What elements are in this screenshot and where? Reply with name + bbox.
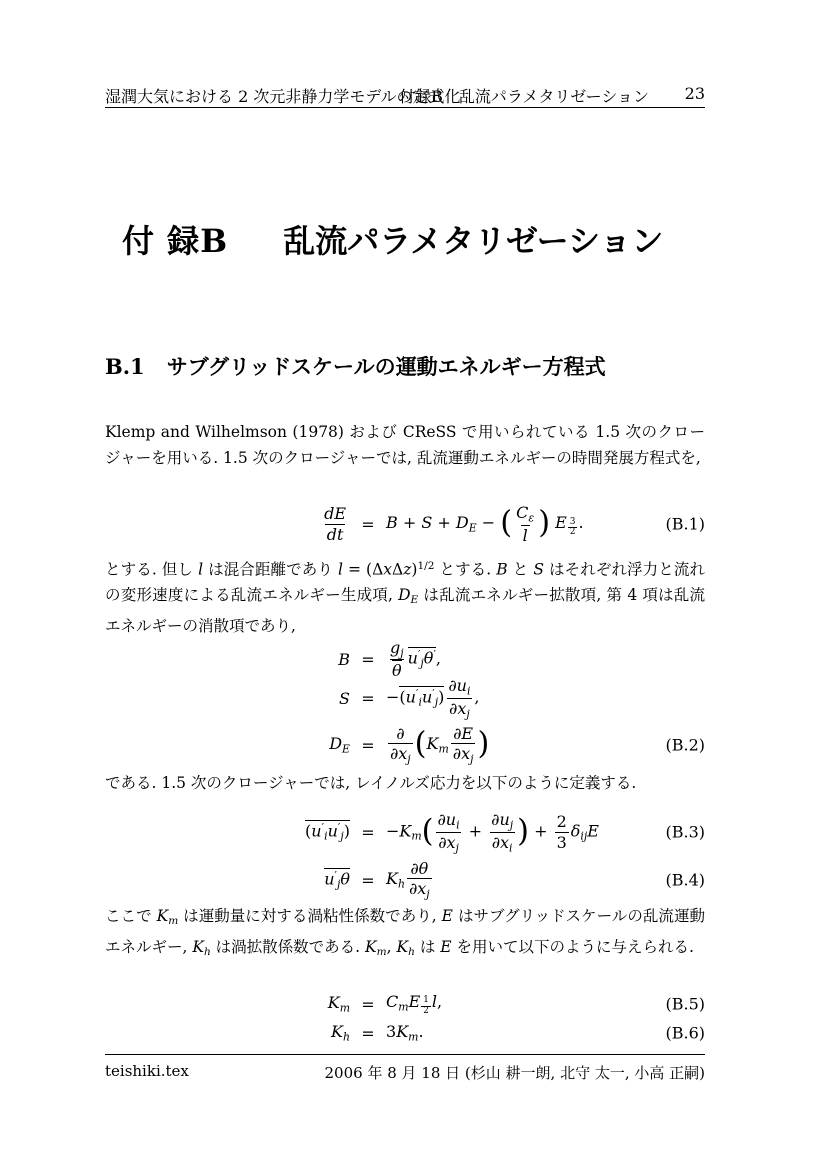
header-left-title: 湿潤大気における 2 次元非静力学モデルの定式化 (105, 87, 461, 106)
equals-sign: = (361, 1023, 375, 1043)
paragraph-2: とする. 但し l は混合距離であり $l = (\Delta x\Delta z)^{1/2}$ とする. B と S はそれぞれ浮力と流れの変形速度による乱流エネルギー生成項, $D_E$ は乱流エネルギー拡散項, 第 4 項は乱流エネルギーの消散項であり, (105, 560, 705, 636)
equation-b6-rhs: $3K_m$. (386, 1022, 424, 1044)
footer-filename: teishiki.tex (105, 1062, 189, 1080)
equation-b1-tag: (B.1) (665, 514, 705, 534)
equals-sign: = (361, 735, 375, 755)
equals-sign: = (361, 514, 375, 534)
paragraph-4: ここで $K_m$ は運動量に対する渦粘性係数であり, E はサブグリッドスケールの乱流運動エネルギー, $K_h$ は渦拡散係数である. $K_m$, $K_h$ は E を用いて以下のように与えられる. (105, 907, 705, 959)
page-footer (105, 1054, 705, 1083)
section-number: B.1 (105, 354, 145, 379)
equation-b1-lhs: $\frac{dE}{dt}$ (324, 504, 346, 544)
equals-sign: = (361, 822, 375, 842)
equation-b6 (105, 1020, 705, 1046)
equals-sign: = (361, 649, 375, 669)
equation-b6-tag: (B.6) (665, 1023, 705, 1043)
equation-b4-lhs: $u'_j\theta$ (324, 869, 350, 892)
equation-b3-lhs: $(u'_iu'_j)$ (305, 821, 350, 844)
section-title: サブグリッドスケールの運動エネルギー方程式 (166, 354, 606, 379)
chapter-label: 付 録B (122, 222, 229, 260)
equals-sign: = (361, 994, 375, 1014)
paragraph-1: Klemp and Wilhelmson (1978) および CReSS で用いられている 1.5 次のクロージャーを用いる. 1.5 次のクロージャーでは, 乱流運動エネルギーの時間発展方程式を, (105, 423, 705, 467)
equation-b5-lhs: $K_m$ (327, 993, 350, 1015)
chapter-title: 乱流パラメタリゼーション (283, 222, 664, 260)
equals-sign: = (361, 688, 375, 708)
footer-date-authors: 2006 年 8 月 18 日 (杉山 耕一朗, 北守 太一, 小高 正嗣) (324, 1064, 705, 1082)
equation-b2d-rhs: $\frac{\partial}{\partial x_j}$ ($K_m$ $\frac{\partial E}{\partial x_j}$ ) (390, 724, 490, 766)
equation-b4-tag: (B.4) (665, 870, 705, 890)
equation-b2-tag: (B.2) (665, 735, 705, 755)
equation-b2s-lhs: S (339, 688, 350, 708)
section-heading (105, 351, 606, 381)
equation-b5-tag: (B.5) (665, 994, 705, 1014)
header-right-title: 付録B 乱流パラメタリゼーション (399, 87, 649, 106)
running-header (105, 84, 705, 108)
equation-b1 (105, 498, 705, 550)
page-number: 23 (684, 84, 705, 103)
equation-b4-rhs: $K_h$ $\frac{\partial\theta}{\partial x_j}$ (386, 859, 430, 901)
equation-b3 (105, 806, 705, 858)
equation-b5-rhs: $C_mE$ $\frac{1}{2}$ l, (386, 992, 443, 1016)
equation-b3-rhs: $-K_m$( $\frac{\partial u_i}{\partial x_j}$ + $\frac{\partial u_j}{\partial x_i}$ ) + $\frac{2}{3}$ $\delta_{ij}E$ (386, 810, 599, 854)
equation-b3-tag: (B.3) (665, 822, 705, 842)
equation-b2b-rhs: $\frac{g_j}{\theta}$ $u'_j\theta'$, (390, 638, 442, 681)
chapter-heading (122, 216, 663, 262)
equation-b1-rhs: $B + S + D_E$ − ( $\frac{C_\varepsilon}{l}$ ) E $\frac{3}{2}$ . (386, 503, 584, 545)
equation-b2s-rhs: $-(u'_iu'_j)$ $\frac{\partial u_i}{\partial x_j}$ , (386, 676, 480, 720)
equation-b5 (105, 990, 705, 1018)
equals-sign: = (361, 870, 375, 890)
equation-b6-lhs: $K_h$ (331, 1022, 350, 1044)
equation-b2-row-b (105, 638, 705, 681)
equation-b2-row-d (105, 720, 705, 770)
paragraph-3: である. 1.5 次のクロージャーでは, レイノルズ応力を以下のように定義する. (105, 774, 637, 792)
equation-b2d-lhs: $D_E$ (329, 734, 350, 756)
equation-b4 (105, 858, 705, 902)
equation-b2-row-s (105, 676, 705, 720)
equation-b2b-lhs: B (338, 649, 350, 669)
